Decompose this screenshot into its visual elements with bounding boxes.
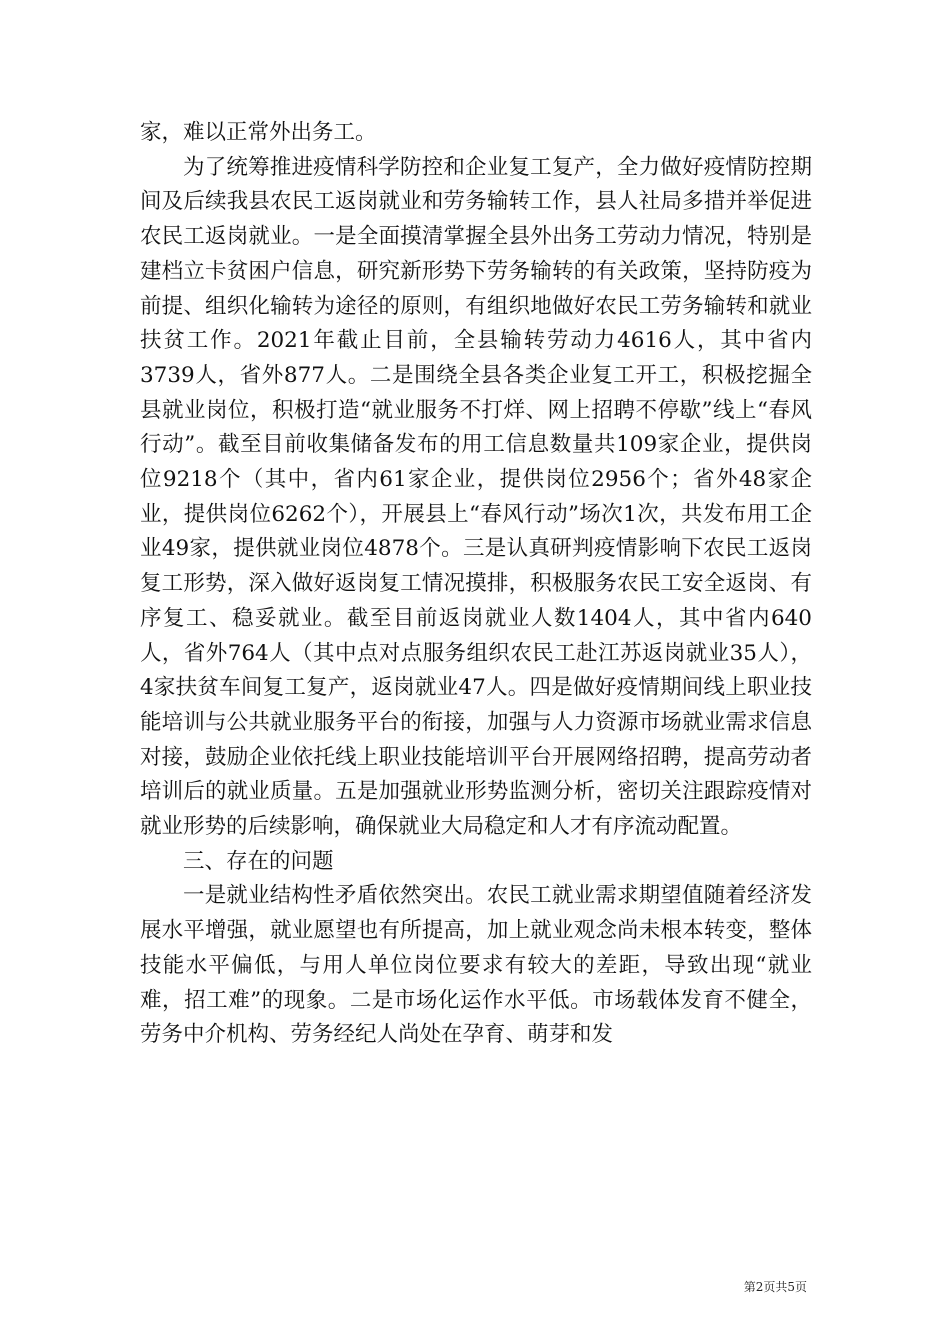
paragraph-continuation: 家，难以正常外出务工。: [140, 120, 377, 145]
document-body: [140, 116, 812, 1053]
paragraph-measures: 为了统筹推进疫情科学防控和企业复工复产，全力做好疫情防控期间及后续我县农民工返岗就业和劳务输转工作，县人社局多措并举促进农民工返岗就业。一是全面摸清掌握全县外出务工劳动力情况，特别是建档立卡贫困户信息，研究新形势下劳务输转的有关政策，坚持防疫为前提、组织化输转为途径的原则，有组织地做好农民工劳务输转和就业扶贫工作。2021年截止目前，全县输转劳动力4616人，其中省内3739人，省外877人。二是围绕全县各类企业复工开工，积极挖掘全县就业岗位，积极打造“就业服务不打烊、网上招聘不停歇”线上“春风行动”。截至目前收集储备发布的用工信息数量共109家企业，提供岗位9218个（其中，省内61家企业，提供岗位2956个；省外48家企业，提供岗位6262个），开展县上“春风行动”场次1次，共发布用工企业49家，提供就业岗位4878个。三是认真研判疫情影响下农民工返岗复工形势，深入做好返岗复工情况摸排，积极服务农民工安全返岗、有序复工、稳妥就业。截至目前返岗就业人数1404人，其中省内640人，省外764人（其中点对点服务组织农民工赴江苏返岗就业35人），4家扶贫车间复工复产，返岗就业47人。四是做好疫情期间线上职业技能培训与公共就业服务平台的衔接，加强与人力资源市场就业需求信息对接，鼓励企业依托线上职业技能培训平台开展网络招聘，提高劳动者培训后的就业质量。五是加强就业形势监测分析，密切关注跟踪疫情对就业形势的后续影响，确保就业大局稳定和人才有序流动配置。: [140, 154, 812, 840]
paragraph-problems: 一是就业结构性矛盾依然突出。农民工就业需求期望值随着经济发展水平增强，就业愿望也有所提高，加上就业观念尚未根本转变，整体技能水平偏低，与用人单位岗位要求有较大的差距，导致出现“就业难，招工难”的现象。二是市场化运作水平低。市场载体发育不健全，劳务中介机构、劳务经纪人尚处在孕育、萌芽和发: [140, 883, 812, 1048]
section-heading-problems: 三、存在的问题: [183, 848, 334, 874]
page-number: 第2页共5页: [743, 1280, 807, 1294]
